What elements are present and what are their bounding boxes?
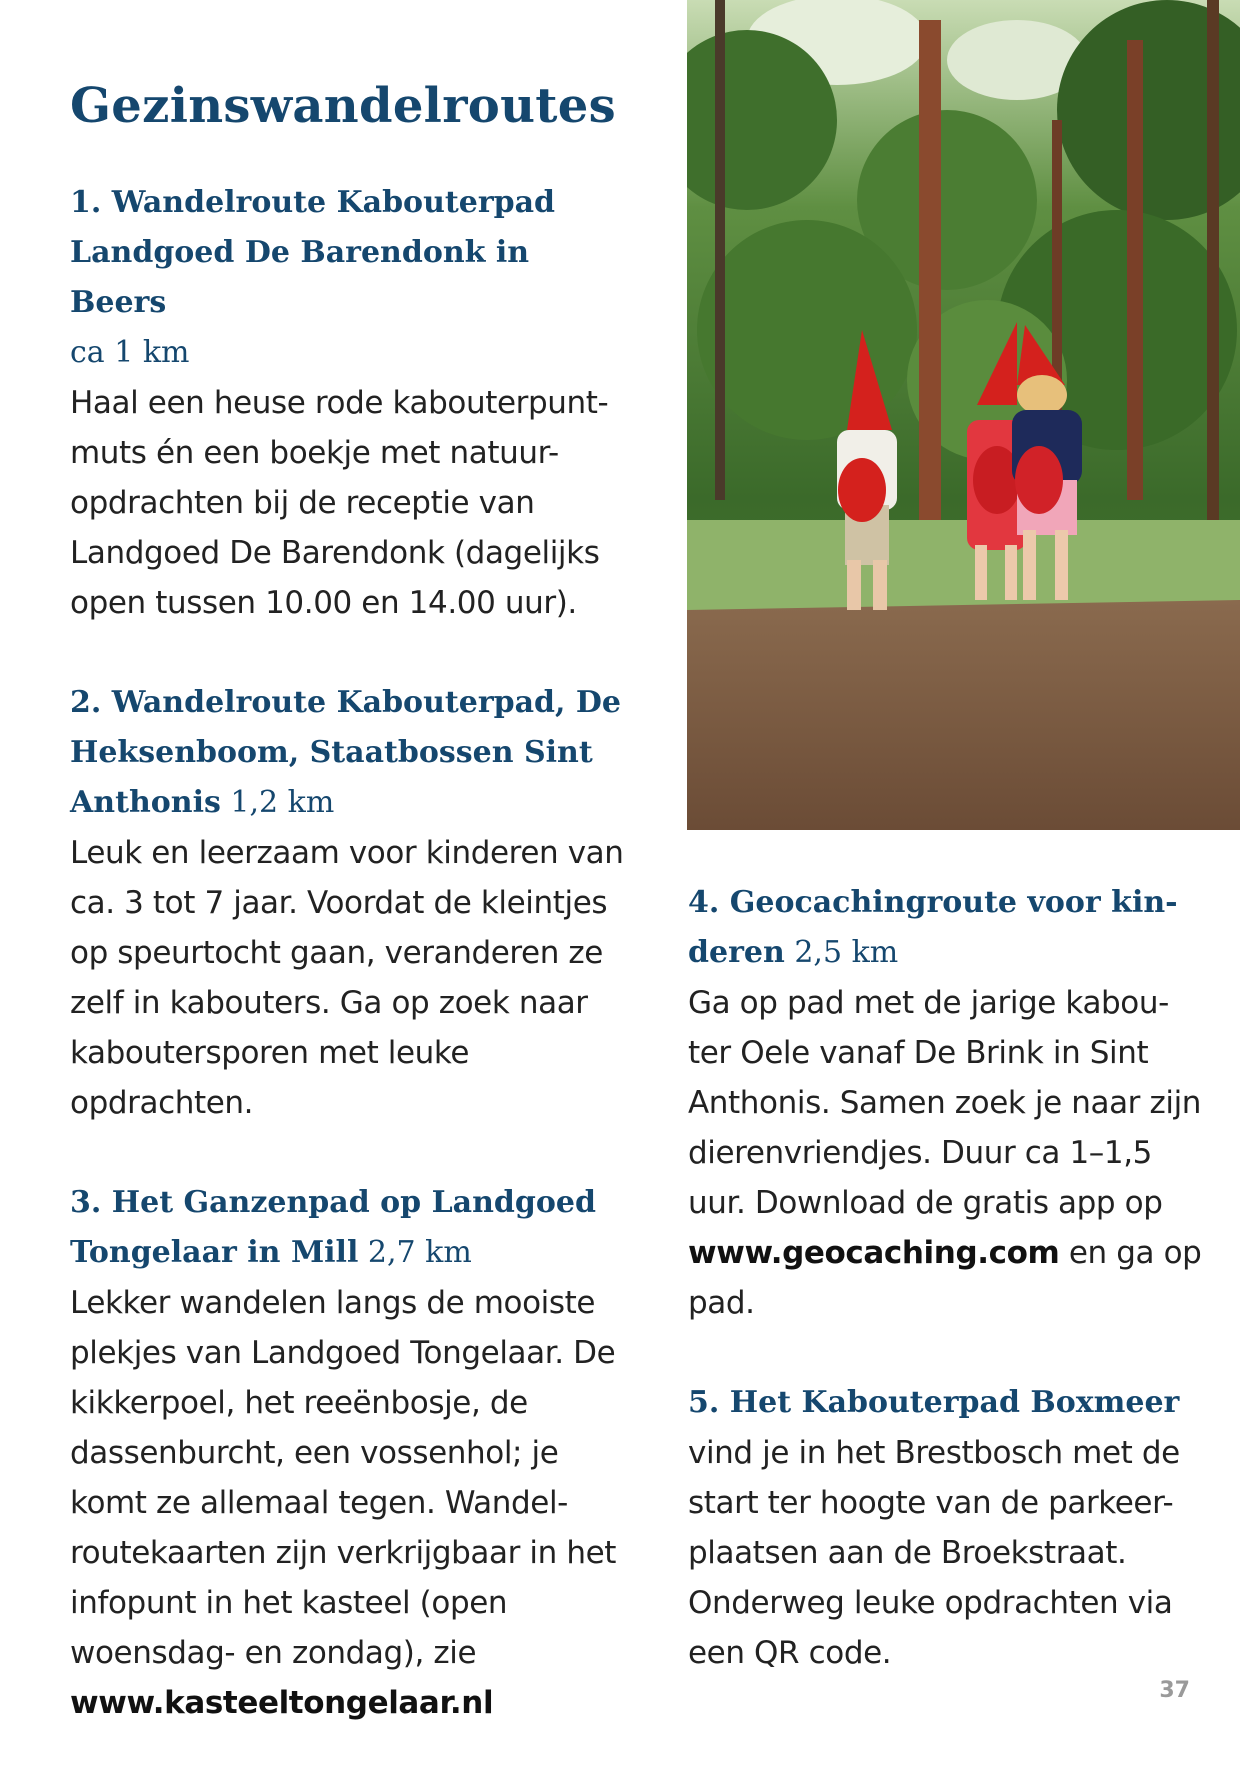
- route-4-name: 4. Geocachingroute voor kin- deren: [688, 885, 1178, 970]
- route-1-name-line2: Landgoed De Barendonk in Beers: [70, 235, 530, 320]
- route-3: [70, 1178, 630, 1728]
- route-5-name: 5. Het Kabouterpad Boxmeer: [688, 1385, 1180, 1420]
- route-2: [70, 678, 630, 1128]
- photo-children-gnome-hats: [687, 0, 1240, 830]
- route-4-description: Ga op pad met de jarige kabou- ter Oele vanaf De Brink in Sint Anthonis. Samen zoek je naar zijn dierenvriendjes. Duur ca 1–1,5 uur. Download de gratis app op: [688, 985, 1202, 1221]
- route-3-name: 3. Het Ganzenpad op Landgoed Tongelaar in Mill: [70, 1185, 596, 1270]
- route-4-text: [688, 978, 1208, 1328]
- route-1: [70, 178, 630, 628]
- route-3-heading: [70, 1178, 630, 1278]
- route-4-distance: 2,5 km: [794, 935, 899, 970]
- route-4-description-end: en ga op pad.: [688, 1235, 1202, 1321]
- route-5-heading: [688, 1378, 1208, 1428]
- left-column: [70, 178, 630, 1778]
- right-column: [688, 878, 1208, 1728]
- route-3-text: [70, 1278, 630, 1728]
- route-1-distance: ca 1 km: [70, 335, 190, 370]
- route-3-link[interactable]: www.kasteeltongelaar.nl: [70, 1685, 494, 1721]
- route-2-name: 2. Wandelroute Kabouterpad, De Heksenboom, Staatbossen Sint Anthonis: [70, 685, 622, 820]
- page-title: Gezinswandelroutes: [70, 78, 616, 134]
- route-4: [688, 878, 1208, 1328]
- route-5: [688, 1378, 1208, 1678]
- route-1-text: Haal een heuse rode kabouterpunt- muts én een boekje met natuur- opdrachten bij de receptie van Landgoed De Barendonk (dagelijks open tussen 10.00 en 14.00 uur).: [70, 385, 609, 621]
- route-3-description: Lekker wandelen langs de mooiste plekjes van Landgoed Tongelaar. De kikkerpoel, het reeënbosje, de dassenburcht, een vossenhol; je komt ze allemaal tegen. Wandel- routekaarten zijn verkrijgbaar in het infopunt in het kasteel (open woensdag- en zondag), zie: [70, 1285, 617, 1671]
- route-4-heading: [688, 878, 1208, 978]
- route-1-name-line1: 1. Wandelroute Kabouterpad: [70, 185, 556, 220]
- route-2-heading: [70, 678, 630, 828]
- page-number: 37: [1159, 1678, 1190, 1703]
- route-2-distance: 1,2 km: [230, 785, 335, 820]
- route-1-heading: [70, 178, 630, 378]
- route-5-text: vind je in het Brestbosch met de start ter hoogte van de parkeer- plaatsen aan de Broekstraat. Onderweg leuke opdrachten via een QR code.: [688, 1435, 1180, 1671]
- route-3-distance: 2,7 km: [367, 1235, 472, 1270]
- route-2-text: Leuk en leerzaam voor kinderen van ca. 3 tot 7 jaar. Voordat de kleintjes op speurtocht gaan, veranderen ze zelf in kabouters. Ga op zoek naar kaboutersporen met leuke opdrachten.: [70, 835, 624, 1121]
- route-4-link[interactable]: www.geocaching.com: [688, 1235, 1060, 1271]
